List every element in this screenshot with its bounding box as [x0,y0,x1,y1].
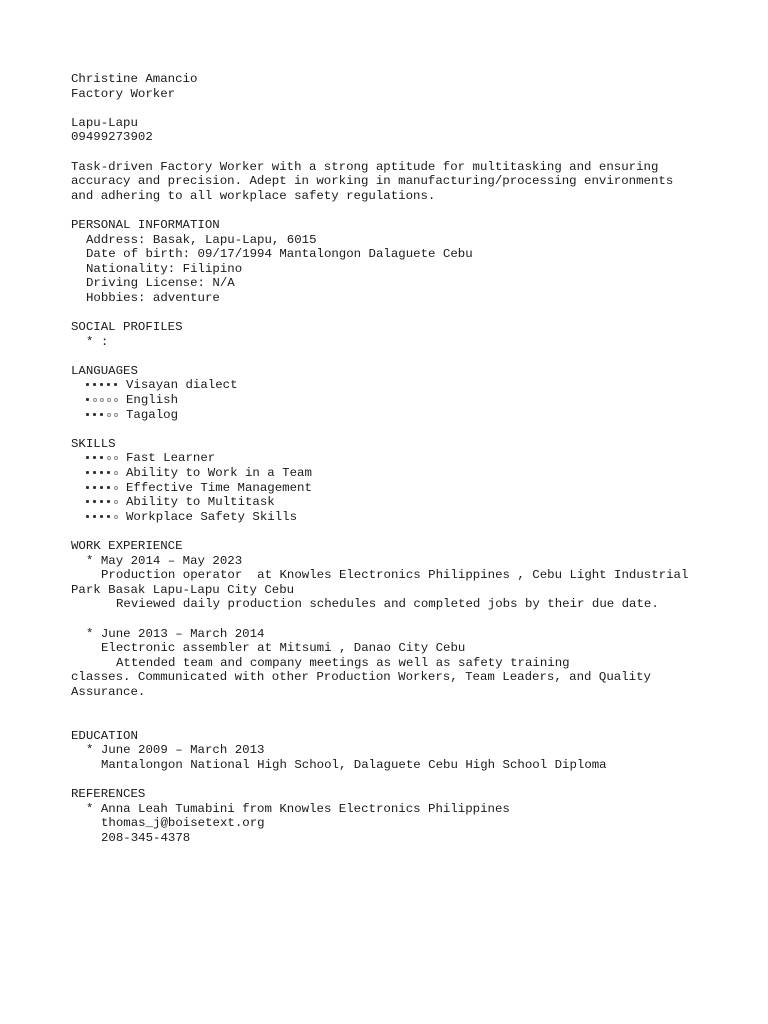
empty-dot-icon [114,471,118,475]
rating-dots [86,378,126,393]
job-2-description-end: Assurance. [71,684,146,699]
language-item [71,378,751,393]
spacer [71,101,751,116]
rating-dots [86,495,126,510]
education-heading: EDUCATION [71,728,138,743]
reference-phone: 208-345-4378 [101,830,191,845]
empty-dot-icon [100,398,104,402]
personal-hobbies: Hobbies: adventure [86,290,220,305]
references-heading: REFERENCES [71,787,146,802]
candidate-phone: 09499273902 [71,130,153,145]
filled-dot-icon [93,456,96,459]
spacer [71,203,751,218]
filled-dot-icon [86,456,89,459]
rating-dots [86,481,126,496]
education-dates: * June 2009 – March 2013 [86,743,265,758]
spacer [71,700,751,715]
skill-item [71,451,751,466]
filled-dot-icon [86,383,89,386]
filled-dot-icon [100,456,103,459]
skill-label: Fast Learner [126,451,216,466]
job-2-description: Attended team and company meetings as well as safety training [116,655,570,670]
spacer [71,422,751,437]
filled-dot-icon [107,500,110,503]
empty-dot-icon [114,398,118,402]
filled-dot-icon [86,515,89,518]
job-1-role-cont: Park Basak Lapu-Lapu City Cebu [71,582,295,597]
spacer [71,349,751,364]
social-item: * : [86,334,109,349]
filled-dot-icon [93,500,96,503]
language-label: English [126,393,179,408]
empty-dot-icon [114,515,118,519]
personal-address: Address: Basak, Lapu-Lapu, 6015 [86,232,317,247]
filled-dot-icon [100,471,103,474]
skill-label: Ability to Multitask [126,495,275,510]
summary-line-1: Task-driven Factory Worker with a strong aptitude for multitasking and ensuring [71,159,659,174]
summary-line-3: and adhering to all workplace safety regulations. [71,188,436,203]
skill-item [71,510,751,525]
languages-list [71,378,751,422]
filled-dot-icon [86,500,89,503]
filled-dot-icon [100,486,103,489]
filled-dot-icon [86,486,89,489]
skill-item [71,481,751,496]
spacer [71,306,751,321]
rating-dots [86,510,126,525]
empty-dot-icon [114,456,118,460]
skill-label: Workplace Safety Skills [126,509,298,524]
filled-dot-icon [100,500,103,503]
empty-dot-icon [114,413,118,417]
filled-dot-icon [86,471,89,474]
empty-dot-icon [107,413,111,417]
filled-dot-icon [107,471,110,474]
filled-dot-icon [93,515,96,518]
languages-heading: LANGUAGES [71,363,138,378]
filled-dot-icon [100,383,103,386]
reference-name: * Anna Leah Tumabini from Knowles Electronics Philippines [86,801,510,816]
language-item [71,408,751,423]
candidate-city: Lapu-Lapu [71,115,138,130]
spacer [71,612,751,627]
summary-line-2: accuracy and precision. Adept in working in manufacturing/processing environments [71,174,674,189]
skills-heading: SKILLS [71,436,116,451]
language-label: Tagalog [126,407,179,422]
personal-heading: PERSONAL INFORMATION [71,217,220,232]
candidate-name: Christine Amancio [71,72,198,86]
spacer [71,773,751,788]
filled-dot-icon [86,398,89,401]
empty-dot-icon [107,456,111,460]
job-2-role: Electronic assembler at Mitsumi , Danao City Cebu [101,641,466,656]
job-1-role: Production operator at Knowles Electronics Philippines , Cebu Light Industrial [101,568,689,583]
filled-dot-icon [107,515,110,518]
reference-email: thomas_j@boisetext.org [101,816,265,831]
filled-dot-icon [100,515,103,518]
empty-dot-icon [107,398,111,402]
rating-dots [86,408,126,423]
rating-dots [86,451,126,466]
job-2-description-cont: classes. Communicated with other Production Workers, Team Leaders, and Quality [71,670,651,685]
language-item [71,393,751,408]
filled-dot-icon [107,486,110,489]
skill-item [71,495,751,510]
personal-birth: Date of birth: 09/17/1994 Mantalongon Dalaguete Cebu [86,247,473,262]
filled-dot-icon [93,383,96,386]
work-heading: WORK EXPERIENCE [71,539,183,553]
job-2-dates: * June 2013 – March 2014 [86,626,265,641]
job-1-description: Reviewed daily production schedules and completed jobs by their due date. [116,597,659,612]
empty-dot-icon [114,500,118,504]
spacer [71,145,751,160]
skill-item [71,466,751,481]
rating-dots [86,466,126,481]
education-detail: Mantalongon National High School, Dalaguete Cebu High School Diploma [101,757,607,772]
job-1-dates: * May 2014 – May 2023 [86,553,243,568]
filled-dot-icon [107,383,110,386]
personal-nationality: Nationality: Filipino [86,261,243,276]
skill-label: Effective Time Management [126,480,312,495]
filled-dot-icon [93,413,96,416]
spacer [71,524,751,539]
empty-dot-icon [114,486,118,490]
social-heading: SOCIAL PROFILES [71,320,183,335]
filled-dot-icon [100,413,103,416]
rating-dots [86,393,126,408]
filled-dot-icon [93,486,96,489]
resume-document [71,72,751,845]
skills-list [71,451,751,524]
personal-license: Driving License: N/A [86,276,235,291]
filled-dot-icon [93,471,96,474]
filled-dot-icon [86,413,89,416]
filled-dot-icon [114,383,117,386]
spacer [71,714,751,729]
empty-dot-icon [93,398,97,402]
candidate-title: Factory Worker [71,86,176,101]
language-label: Visayan dialect [126,378,238,393]
skill-label: Ability to Work in a Team [126,466,312,481]
